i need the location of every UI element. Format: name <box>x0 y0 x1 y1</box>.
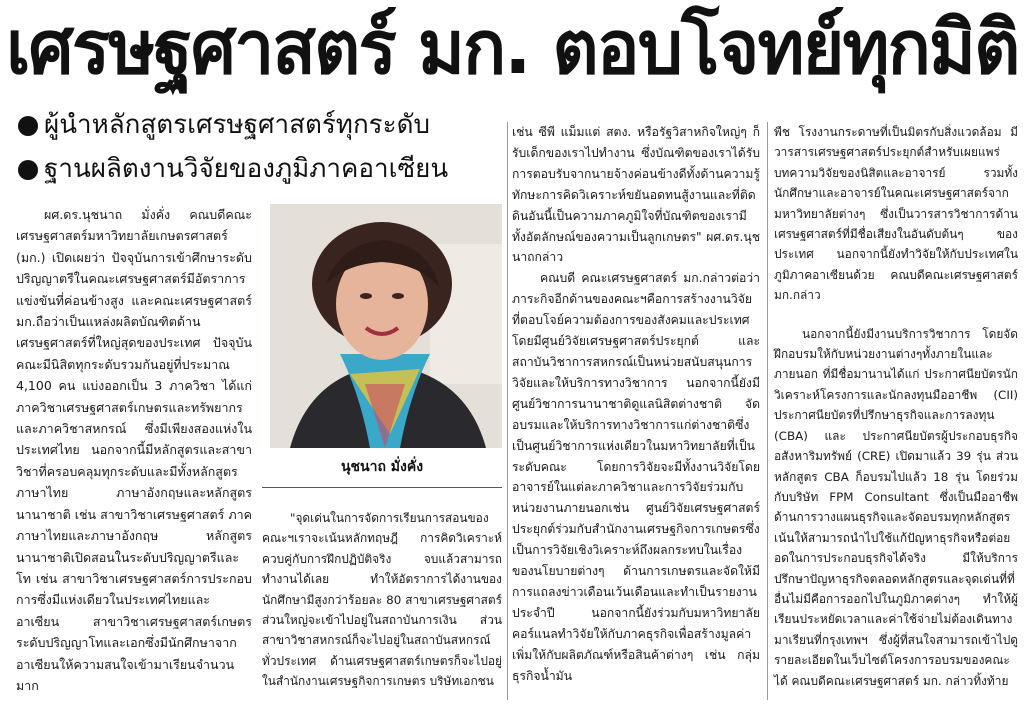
article-paragraph: เช่น ซีพี แม็มแต่ สตง. หรือรัฐวิสาหกิจใหญ่ๆ ก็รับเด็กของเราไปทำงาน ซึ่งบัณฑิตของเราได้รับการตอบรับจากนายจ้างค่อนข้างดีทั้งด้านความรู้ทักษะการคิดวิเคราะห์ขยันอดทนสู้งานและที่ติดดินอันนี้เป็นความภาคภูมิใจที่บัณฑิตของเรามีทั้งอัตลักษณ์ของความเป็นลูกเกษตร" ผศ.ดร.นุชนาถกล่าว <box>512 125 760 265</box>
article-column-4 <box>774 122 1018 691</box>
subhead-2 <box>18 152 448 186</box>
article-paragraph: ผศ.ดร.นุชนาถ มั่งคั่ง คณบดีคณะเศรษฐศาสตร์มหาวิทยาลัยเกษตรศาสตร์ (มก.) เปิดเผยว่า ปัจจุบันการเข้าศึกษาระดับปริญญาตรีในคณะเศรษฐศาสตร์มีอัตราการแข่งขันที่ค่อนข้างสูง และคณะเศรษฐศาสตร์ มก.ถือว่าเป็นแหล่งผลิตบัณฑิตด้านเศรษฐศาสตร์ที่ใหญ่สุดของประเทศ ปัจจุบันคณะมีนิสิตทุกระดับรวมกันอยู่ที่ประมาณ 4,100 คน แบ่งออกเป็น 3 ภาควิชา ได้แก่ ภาควิชาเศรษฐศาสตร์เกษตรและทรัพยากร และภาควิชาสหกรณ์ ซึ่งมีเพียงสองแห่งในประเทศไทย นอกจากนี้มีหลักสูตรและสาขาวิชาที่ครอบคลุมทุกระดับและมีทั้งหลักสูตรภาษาไทย ภาษาอังกฤษและหลักสูตรนานาชาติ เช่น สาขาวิชาเศรษฐศาสตร์ ภาคภาษาไทยและภาษาอังกฤษ หลักสูตรนานาชาติเปิดสอนในระดับปริญญาตรีและโท เช่น สาขาวิชาเศรษฐศาสตร์การประกอบการซึ่งมีแห่งเดียวในประเทศไทยและอาเซียน สาขาวิชาเศรษฐศาสตร์เกษตร ระดับปริญญาโทและเอกซึ่งมีนักศึกษาจากอาเซียนให้ความสนใจเข้ามาเรียนจำนวนมาก <box>16 207 252 693</box>
column-divider <box>507 122 508 700</box>
bullet-icon <box>18 116 38 136</box>
article-paragraph: คณบดี คณะเศรษฐศาสตร์ มก.กล่าวต่อว่า ภาระกิจอีกด้านของคณะฯคือการสร้างงานวิจัยที่ตอบโจย์ความต้องการของสังคมและประเทศ โดยมีศูนย์วิจัยเศรษฐศาสตร์ประยุกต์ และสถาบันวิชาการสหกรณ์เป็นหน่วยสนับสนุนการวิจัยและให้บริการทางวิชาการ นอกจากนี้ยังมีศูนย์วิชาการนานาชาติดูแลนิสิตต่างชาติ จัดอบรมและให้บริการทางวิชาการแก่ต่างชาติซึ่งเป็นศูนย์วิชาการแห่งเดียวในมหาวิทยาลัยที่เป็นระดับคณะ โดยการวิจัยจะมีทั้งงานวิจัยโดยอาจารย์ในแต่ละภาควิชาและการวิจัยร่วมกับหน่วยงานภายนอกเช่น ศูนย์วิจัยเศรษฐศาสตร์ประยุกต์ร่วมกับสำนักงานเศรษฐกิจการเกษตรซึ่งเป็นการวิจัยเชิงวิเคราะห์ถึงผลกระทบในเรื่องของนโยบายต่างๆ ด้านการเกษตรและจัดให้มีการแถลงข่าวเดือนเว้นเดือนและทำเป็นรายงานประจำปี นอกจากนี้ยังร่วมกับมหาวิทยาลัยคอร์แนลทำวิจัยให้กับภาคธุรกิจเพื่อสร้างมูลค่าเพิ่มให้กับผลิตภัณฑ์หรือสินค้าต่างๆ เช่น กลุ่มธุรกิจน้ำมัน <box>512 271 760 683</box>
quote-paragraph: "จุดเด่นในการจัดการเรียนการสอนของคณะฯเราจะเน้นหลักทฤษฎี การคิดวิเคราะห์ควบคู่กับการฝึกปฏิบัติจริง จบแล้วสามารถทำงานได้เลย ทำให้อัตราการได้งานของนักศึกษามีสูงกว่าร้อยละ 80 สาขาเศรษฐศาสตร์ส่วนใหญ่จะเข้าไปอยู่ในสถาบันการเงิน ส่วนสาขาวิชาสหกรณ์ก็จะไปอยู่ในสถาบันสหกรณ์ทั่วประเทศ ด้านเศรษฐศาสตร์เกษตรก็จะไปอยู่ในสำนักงานเศรษฐกิจการเกษตร บริษัทเอกชน <box>262 511 502 689</box>
bullet-icon <box>18 160 38 180</box>
caption-divider <box>262 487 502 488</box>
article-column-3 <box>512 122 760 686</box>
subhead-1-text: ผู้นำหลักสูตรเศรษฐศาสตร์ทุกระดับ <box>44 110 431 140</box>
photo-caption: นุชนาถ มั่งคั่ง <box>340 459 424 475</box>
article-column-2 <box>262 508 502 692</box>
portrait-illustration <box>270 204 502 448</box>
subhead-2-text: ฐานผลิตงานวิจัยของภูมิภาคอาเซียน <box>44 154 449 184</box>
article-paragraph: นอกจากนี้ยังมีงานบริการวิชาการ โดยจัดฝึกอบรมให้กับหน่วยงานต่างๆทั้งภายในและภายนอก ที่มีชื่อมานานได้แก่ ประกาศนียบัตรนักวิเคราะห์โครงการและนักลงทุนมืออาชีพ (CII) ประกาศนียบัตรที่ปรึกษาธุรกิจและการลงทุน (CBA) และ ประกาศนียบัตรผู้ประกอบธุรกิจอสังหาริมทรัพย์ (CRE) เปิดมาแล้ว 39 รุ่น ส่วนหลักสูตร CBA ก็อบรมไปแล้ว 18 รุ่น โดยร่วมกับบริษัท FPM Consultant ซึ่งเป็นมืออาชีพด้านการวางแผนธุรกิจและจัดอบรมทุกหลักสูตรเน้นให้สามารถนำไปใช้แก้ปัญหาธุรกิจหรือต่อยอดในการประกอบธุรกิจได้จริง มีให้บริการปรึกษาปัญหาธุรกิจตลอดหลักสูตรและจุดเด่นที่ที่อื่นไม่มีคือการออกไปในภูมิภาคต่างๆ ทำให้ผู้เรียนประหยัดเวลาและค่าใช้จ่ายไม่ต้องเดินทางมาเรียนที่กรุงเทพฯ ซึ่งผู้ที่สนใจสามารถเข้าไปดูรายละเอียดในเว็บไซต์โครงการอบรมของคณะได้ คณบดีคณะเศรษฐศาสตร์ มก. กล่าวทิ้งท้าย <box>774 326 1018 688</box>
headline: เศรษฐศาสตร์ มก. ตอบโจทย์ทุกมิติ <box>6 5 1019 91</box>
column-divider <box>767 122 768 700</box>
article-paragraph: พืช โรงงานกระดาษที่เป็นมิตรกับสิ่งแวดล้อม มีวารสารเศรษฐศาสตร์ประยุกต์สำหรับเผยแพร่บทความวิจัยของนิสิตและอาจารย์ รวมทั้งนักศึกษาและอาจารย์ในคณะเศรษฐศาสตร์จากมหาวิทยาลัยต่างๆ ซึ่งเป็นวารสารวิชาการด้านเศรษฐศาสตร์ที่มีชื่อเสียงในอันดับต้นๆ ของประเทศ นอกจากนี้ยังทำวิจัยให้กับประเทศในภูมิภาคอาเซียนด้วย คณบดีคณะเศรษฐศาสตร์ มก.กล่าว <box>774 125 1018 303</box>
subhead-1 <box>18 108 430 142</box>
article-column-1 <box>16 204 252 696</box>
portrait-photo <box>270 204 502 448</box>
